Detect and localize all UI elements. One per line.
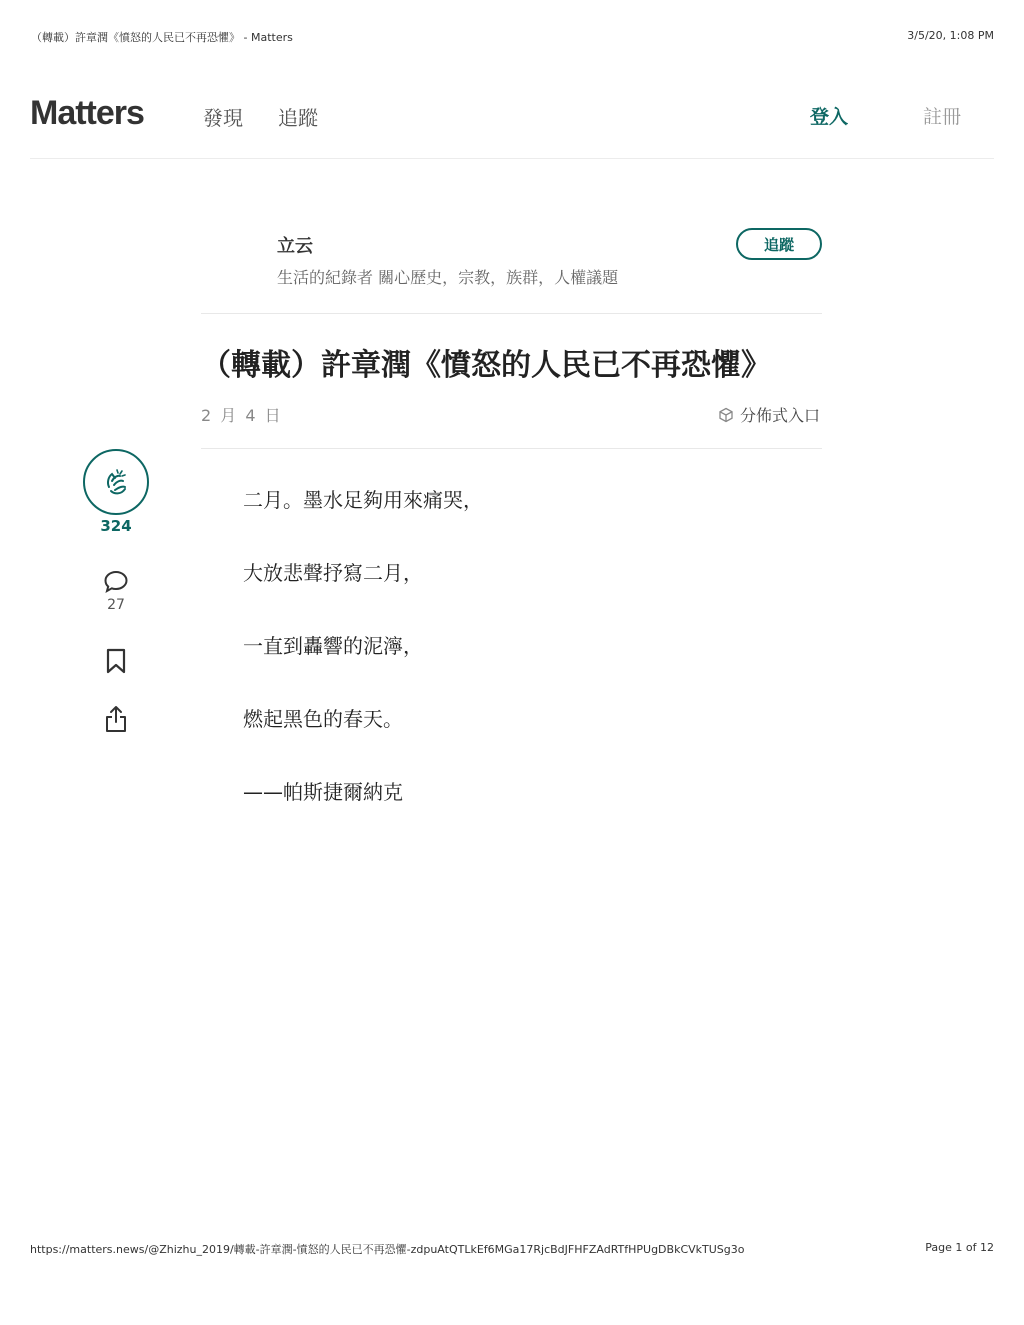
login-button[interactable]: 登入: [810, 106, 849, 128]
article-content: [243, 486, 803, 851]
ipfs-label: 分佈式入口: [740, 406, 821, 425]
comment-count: 27: [107, 597, 125, 613]
divider: [201, 313, 822, 314]
print-timestamp: 3/5/20, 1:08 PM: [907, 29, 994, 42]
print-footer: [30, 1241, 994, 1257]
nav-discover[interactable]: 發現: [203, 106, 243, 130]
print-page-title: （轉載）許章潤《憤怒的人民已不再恐懼》 - Matters: [31, 31, 293, 44]
author-name[interactable]: 立云: [277, 236, 313, 257]
paragraph: 一直到轟響的泥濘，: [243, 634, 423, 658]
print-header: [31, 29, 994, 45]
divider: [201, 448, 822, 449]
comment-icon[interactable]: [103, 569, 129, 595]
top-nav: [30, 90, 994, 159]
author-description: 生活的紀錄者 關心歷史，宗教，族群，人權議題: [277, 268, 619, 287]
bookmark-icon[interactable]: [105, 648, 127, 674]
signup-button[interactable]: 註冊: [923, 106, 962, 128]
print-page-number: Page 1 of 12: [925, 1241, 994, 1254]
article-title: （轉載）許章潤《憤怒的人民已不再恐懼》: [201, 348, 771, 383]
follow-author-button[interactable]: 追蹤: [736, 228, 822, 260]
matters-logo[interactable]: Matters: [30, 94, 144, 132]
nav-follow[interactable]: 追蹤: [278, 106, 318, 130]
paragraph: ——帕斯捷爾納克: [243, 780, 403, 804]
article-date: 2 月 4 日: [201, 406, 283, 425]
applause-count: 324: [100, 517, 132, 535]
print-url: https://matters.news/@Zhizhu_2019/轉載-許章潤-憤怒的人民已不再恐懼-zdpuAtQTLkEf6MGa17RjcBdJFHFZAdRTfHPUgDBkCVkTUSg3o: [30, 1243, 745, 1256]
share-icon[interactable]: [104, 705, 128, 733]
clap-icon: [99, 465, 133, 499]
ipfs-link[interactable]: [718, 403, 820, 426]
paragraph: 二月。墨水足夠用來痛哭，: [243, 488, 483, 512]
paragraph: 大放悲聲抒寫二月，: [243, 561, 423, 585]
author-block: [277, 230, 822, 290]
cube-icon: [718, 407, 734, 423]
paragraph: 燃起黑色的春天。: [243, 707, 403, 731]
applause-button[interactable]: [83, 449, 149, 515]
